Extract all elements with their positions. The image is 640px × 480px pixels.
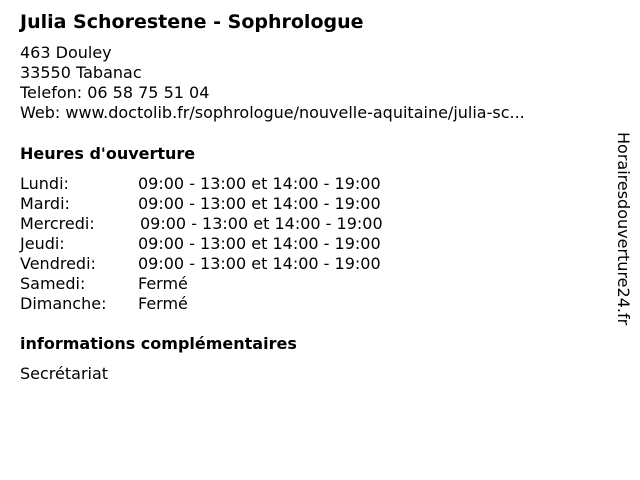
day-hours: 09:00 - 13:00 et 14:00 - 19:00 bbox=[140, 214, 383, 233]
page-title: Julia Schorestene - Sophrologue bbox=[20, 11, 364, 33]
day-label: Lundi: bbox=[20, 174, 69, 193]
day-label: Mercredi: bbox=[20, 214, 95, 233]
day-hours: 09:00 - 13:00 et 14:00 - 19:00 bbox=[138, 254, 381, 273]
additional-info-text: Secrétariat bbox=[20, 364, 109, 383]
day-label: Mardi: bbox=[20, 194, 70, 213]
day-label: Vendredi: bbox=[20, 254, 96, 273]
additional-info-heading: informations complémentaires bbox=[20, 334, 297, 353]
day-hours: Fermé bbox=[138, 274, 188, 293]
day-label: Dimanche: bbox=[20, 294, 107, 313]
day-label: Samedi: bbox=[20, 274, 86, 293]
day-hours: Fermé bbox=[138, 294, 188, 313]
day-hours: 09:00 - 13:00 et 14:00 - 19:00 bbox=[138, 174, 381, 193]
day-label: Jeudi: bbox=[20, 234, 65, 253]
opening-hours-heading: Heures d'ouverture bbox=[20, 144, 196, 163]
day-hours: 09:00 - 13:00 et 14:00 - 19:00 bbox=[138, 234, 381, 253]
address-city: 33550 Tabanac bbox=[20, 63, 142, 82]
site-watermark: Horairesdouverture24.fr bbox=[614, 132, 633, 326]
address-street: 463 Douley bbox=[20, 43, 112, 62]
contact-block bbox=[20, 43, 525, 123]
phone-line: Telefon: 06 58 75 51 04 bbox=[20, 83, 210, 102]
website-line: Web: www.doctolib.fr/sophrologue/nouvelle-aquitaine/julia-sc... bbox=[20, 103, 525, 122]
day-hours: 09:00 - 13:00 et 14:00 - 19:00 bbox=[138, 194, 381, 213]
